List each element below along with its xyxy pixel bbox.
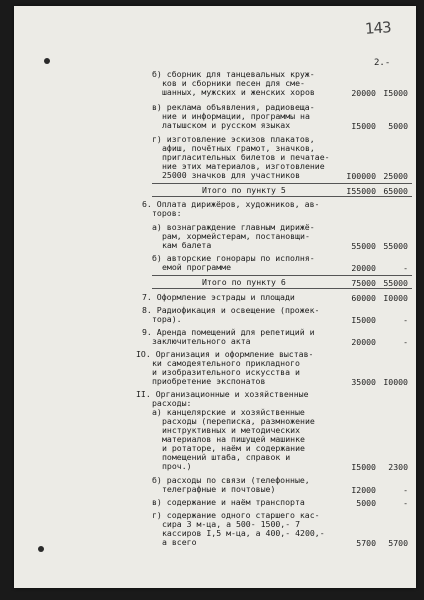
amount-col1: 75000 <box>351 278 376 288</box>
amount-col2: - <box>403 315 408 325</box>
amount-col2: - <box>403 263 408 273</box>
amount-col1: I5000 <box>351 315 376 325</box>
text-line: проч.) <box>162 461 192 471</box>
text-line: торов: <box>152 208 182 218</box>
text-line: сира 3 м-ца, а 500- 1500,- 7 <box>162 519 301 529</box>
text-line: и изобразительного искусства и <box>152 367 300 377</box>
amount-col1: 20000 <box>351 337 376 347</box>
text-line: кам балета <box>162 240 212 250</box>
text-line: афиш, почётных грамот, значков, <box>162 143 315 153</box>
text-line: телеграфные и почтовые) <box>162 484 276 494</box>
page-number: 2.- <box>374 58 391 68</box>
text-line: заключительного акта <box>152 336 251 346</box>
text-line: б) авторские гонорары по исполня- <box>152 253 315 263</box>
section-heading: 8. Радиофикация и освещение (прожек- <box>142 305 320 315</box>
amount-col2: I5000 <box>383 88 408 98</box>
text-line: емой программе <box>162 262 232 272</box>
amount-col1: 20000 <box>351 263 376 273</box>
section-heading: II. Организационные и хозяйственные <box>136 389 309 399</box>
amount-col1: 55000 <box>351 241 376 251</box>
text-line: а) вознаграждение главным дирижё- <box>152 222 315 232</box>
amount-col2: I0000 <box>383 377 408 387</box>
text-line: рам, хормейстерам, постановщи- <box>162 231 310 241</box>
amount-col2: I0000 <box>383 293 408 303</box>
section-heading: 9. Аренда помещений для репетиций и <box>142 327 315 337</box>
text-line: ние этих материалов, изготовление <box>162 161 325 171</box>
text-line: г) изготовление эскизов плакатов, <box>152 134 315 144</box>
text-line: шанных, мужских и женских хоров <box>162 87 315 97</box>
text-line: б) расходы по связи (телефонные, <box>152 475 310 485</box>
text-line: латышском и русском языках <box>162 120 291 130</box>
amount-col2: 25000 <box>383 171 408 181</box>
amount-col2: 65000 <box>383 186 408 196</box>
amount-col1: 20000 <box>351 88 376 98</box>
amount-col1: I00000 <box>346 171 376 181</box>
text-line: тора). <box>152 314 182 324</box>
text-line: в) реклама объявления, радиовеща- <box>152 102 315 112</box>
subtotal-rule <box>152 275 412 276</box>
amount-col1: I5000 <box>351 121 376 131</box>
text-line: г) содержание одного старшего кас- <box>152 510 320 520</box>
text-line: б) сборник для танцевальных круж- <box>152 69 315 79</box>
amount-col1: I2000 <box>351 485 376 495</box>
amount-col2: 55000 <box>383 241 408 251</box>
subtotal-rule <box>152 196 412 197</box>
amount-col2: - <box>403 337 408 347</box>
amount-col2: - <box>403 485 408 495</box>
text-line: ков и сборники песен для сме- <box>162 78 305 88</box>
document-page <box>14 6 416 588</box>
folio-number: 143 <box>364 18 392 38</box>
text-line: ние и информации, программы на <box>162 111 310 121</box>
text-line: инструктивных и методических <box>162 425 301 435</box>
text-line: материалов на пишущей машинке <box>162 434 305 444</box>
subtotal-label: Итого по пункту 6 <box>202 277 286 287</box>
amount-col2: 5000 <box>388 121 408 131</box>
text-line: ки самодеятельного прикладного <box>152 358 300 368</box>
subtotal-rule <box>152 183 412 184</box>
punch-hole-top <box>44 58 50 64</box>
amount-col2: 55000 <box>383 278 408 288</box>
amount-col1: 5000 <box>356 498 376 508</box>
text-line: в) содержание и наём транспорта <box>152 497 305 507</box>
text-line: приобретение экспонатов <box>152 376 266 386</box>
text-line: пригласительных билетов и печатае- <box>162 152 330 162</box>
amount-col1: 5700 <box>356 538 376 548</box>
amount-col2: 5700 <box>388 538 408 548</box>
amount-col1: I5000 <box>351 462 376 472</box>
section-heading: 6. Оплата дирижёров, художников, ав- <box>142 199 320 209</box>
text-line: расходы (переписка, размножение <box>162 416 315 426</box>
amount-col1: I55000 <box>346 186 376 196</box>
amount-col2: - <box>403 498 408 508</box>
subtotal-label: Итого по пункту 5 <box>202 185 286 195</box>
amount-col1: 35000 <box>351 377 376 387</box>
text-line: а) канцелярские и хозяйственные <box>152 407 305 417</box>
section-heading: IO. Организация и оформление выстав- <box>136 349 314 359</box>
punch-hole-bottom <box>38 546 44 552</box>
text-line: расходы: <box>152 398 192 408</box>
section-heading: 7. Оформление эстрады и площади <box>142 292 295 302</box>
text-line: помещений штаба, справок и <box>162 452 291 462</box>
text-line: кассиров I,5 м-ца, а 400,- 4200,- <box>162 528 325 538</box>
text-line: 25000 значков для участников <box>162 170 301 180</box>
text-line: и ротаторе, наём и содержание <box>162 443 305 453</box>
amount-col2: 2300 <box>388 462 408 472</box>
subtotal-rule <box>152 288 412 289</box>
text-line: а всего <box>162 537 197 547</box>
amount-col1: 60000 <box>351 293 376 303</box>
